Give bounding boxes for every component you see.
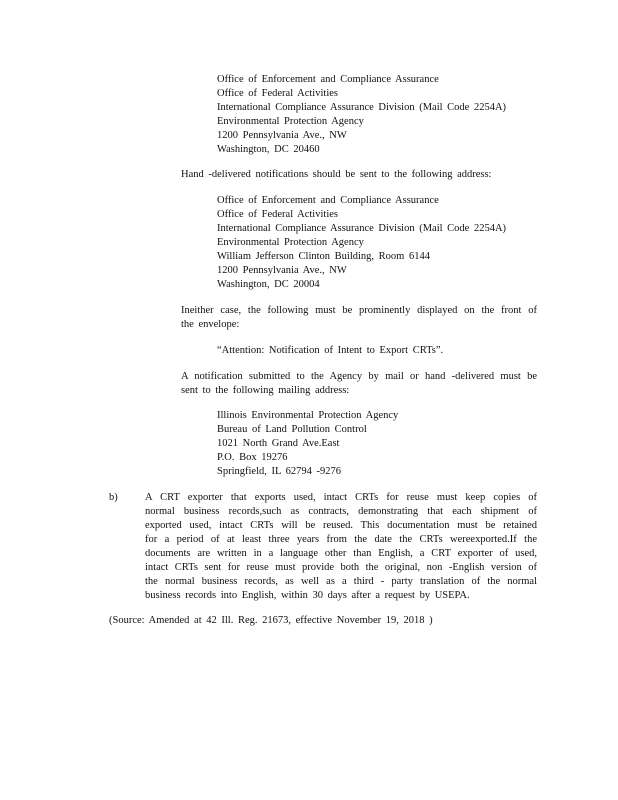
paragraph-b-line-3: exported used, intact CRTs will be reused. This documentation must be retained [145, 520, 537, 531]
paragraph-b-line-1: A CRT exporter that exports used, intact CRTs for reuse must keep copies of [145, 492, 537, 503]
paragraph-b-line-6: intact CRTs sent for reuse must provide both the original, non -English version of [145, 562, 537, 573]
address-3-line-4: P.O. Box 19276 [217, 452, 288, 463]
address-2-line-4: Environmental Protection Agency [217, 237, 364, 248]
attention-line: “Attention: Notification of Intent to Export CRTs”. [217, 345, 444, 356]
agency-notification-line-2: sent to the following mailing address: [181, 385, 350, 396]
paragraph-b-line-4: for a period of at least three years from the date the CRTs wereexported.If the [145, 534, 537, 545]
address-1-line-6: Washington, DC 20460 [217, 144, 320, 155]
hand-delivered-intro: Hand -delivered notifications should be sent to the following address: [181, 169, 492, 180]
paragraph-b-line-7: the normal business records, as well as a third - party translation of the normal [145, 576, 537, 587]
address-3-line-5: Springfield, IL 62794 -9276 [217, 466, 342, 477]
address-1-line-3: International Compliance Assurance Division (Mail Code 2254A) [217, 102, 507, 113]
address-3-line-2: Bureau of Land Pollution Control [217, 424, 367, 435]
paragraph-b-line-2: normal business records,such as contracts, demonstrating that each shipment of [145, 506, 537, 517]
agency-notification-line-1: A notification submitted to the Agency by mail or hand -delivered must be [181, 371, 537, 382]
address-2-line-2: Office of Federal Activities [217, 209, 338, 220]
paragraph-b-marker: b) [109, 492, 118, 503]
address-1-line-2: Office of Federal Activities [217, 88, 338, 99]
address-2-line-7: Washington, DC 20004 [217, 279, 320, 290]
address-2-line-1: Office of Enforcement and Compliance Assurance [217, 195, 439, 206]
paragraph-b-line-8: business records into English, within 30 days after a request by USEPA. [145, 590, 470, 601]
either-case-line-1: Ineither case, the following must be prominently displayed on the front of [181, 305, 537, 316]
paragraph-b-line-5: documents are written in a language other than English, a CRT exporter of used, [145, 548, 537, 559]
address-2-line-5: William Jefferson Clinton Building, Room 6144 [217, 251, 430, 262]
address-1-line-4: Environmental Protection Agency [217, 116, 364, 127]
address-3-line-1: Illinois Environmental Protection Agency [217, 410, 399, 421]
address-3-line-3: 1021 North Grand Ave.East [217, 438, 340, 449]
either-case-line-2: the envelope: [181, 319, 240, 330]
address-1-line-1: Office of Enforcement and Compliance Assurance [217, 74, 439, 85]
address-2-line-6: 1200 Pennsylvania Ave., NW [217, 265, 347, 276]
address-2-line-3: International Compliance Assurance Division (Mail Code 2254A) [217, 223, 507, 234]
address-1-line-5: 1200 Pennsylvania Ave., NW [217, 130, 347, 141]
source-note: (Source: Amended at 42 Ill. Reg. 21673, effective November 19, 2018 ) [109, 615, 433, 626]
